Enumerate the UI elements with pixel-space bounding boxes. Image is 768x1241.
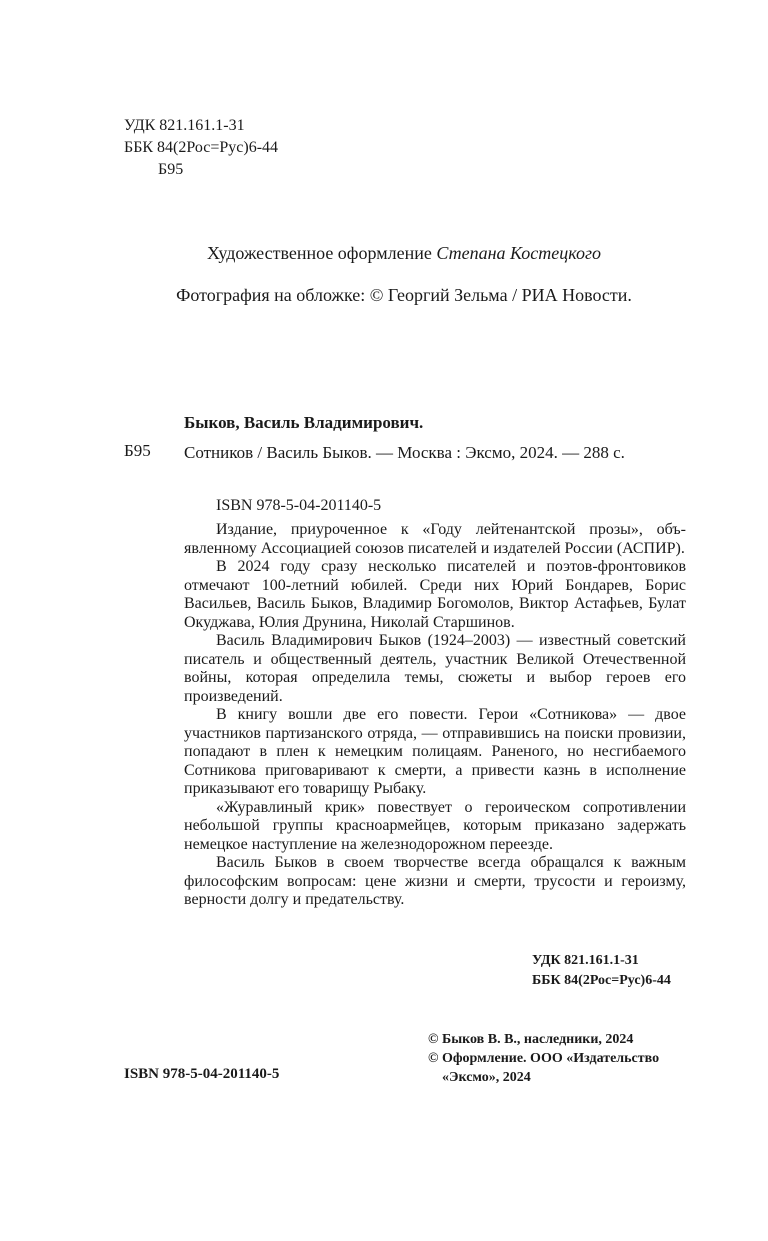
catalog-author: Быков, Василь Владимирович. [184, 413, 424, 432]
design-credit-prefix: Художественное оформление [206, 243, 437, 263]
copyright-design: © Оформление. ООО «Издательство [428, 1051, 660, 1066]
photo-credit: Фотография на обложке: © Георгий Зельма / РИА Новости. [176, 285, 632, 305]
catalog-record: Сотников / Василь Быков. — Москва : Эксмо, 2024. — 288 с. [184, 443, 625, 462]
header-classification-codes [124, 115, 278, 181]
design-credit [0, 243, 768, 264]
footer-bbk-code: ББК 84(2Рос=Рус)6-44 [532, 973, 671, 988]
annotation-paragraph: Василь Владимирович Быков (1924–2003) — известный советский писатель и общественный деятель, участник Великой Отечественной войны, которая определила темы, сюжеты и выбор героев его произведений. [184, 632, 686, 705]
designer-name: Степана Костецкого [436, 243, 602, 263]
bbk-code: ББК 84(2Рос=Рус)6-44 [124, 139, 279, 156]
catalog-isbn: ISBN 978-5-04-201140-5 [216, 497, 382, 514]
annotation-paragraph: Василь Быков в своем творчестве всегда обращался к важным философским вопросам: цене жизни и смерти, трусости и героизму, верности долгу и предательству. [184, 854, 686, 908]
catalog-author-mark: Б95 [124, 441, 151, 460]
author-mark: Б95 [158, 161, 184, 178]
copyright-design-cont: «Эксмо», 2024 [442, 1070, 531, 1085]
annotation-paragraph: Издание, приуроченное к «Году лейтенантской прозы», объявленному Ассоциацией союзов писателей и издателей России (АСПИР). [184, 521, 686, 557]
footer-udk-code: УДК 821.161.1-31 [532, 953, 639, 968]
annotation [184, 521, 686, 910]
annotation-paragraph: В 2024 году сразу несколько писателей и поэтов-фронтовиков отмечают 100-летний юбилей. Среди них Юрий Бондарев, Борис Васильев, Василь Быков, Владимир Богомолов, Виктор Астафьев, Булат Окуджава, Юлия Друнина, Николай Старшинов. [184, 558, 686, 631]
annotation-paragraph: «Журавлиный крик» повествует о героическом сопротивлении небольшой группы красноармейцев, которым приказано задержать немецкое наступление на железнодорожном переезде. [184, 798, 686, 853]
copyright-author: © Быков В. В., наследники, 2024 [428, 1032, 634, 1047]
copyright-block [428, 1030, 659, 1087]
annotation-paragraph: В книгу вошли две его повести. Герои «Сотникова» — двое участников партизанского отряда, — отправившись на поиски провизии, попадают в плен к немецким полицаям. Раненого, но несгибаемого Сотникова приговаривают к смерти, а привести казнь в исполнение приказывают его товарищу Рыбаку. [184, 706, 686, 797]
footer-isbn: ISBN 978-5-04-201140-5 [124, 1066, 280, 1082]
udk-code: УДК 821.161.1-31 [124, 117, 245, 134]
footer-classification-codes [532, 951, 671, 991]
